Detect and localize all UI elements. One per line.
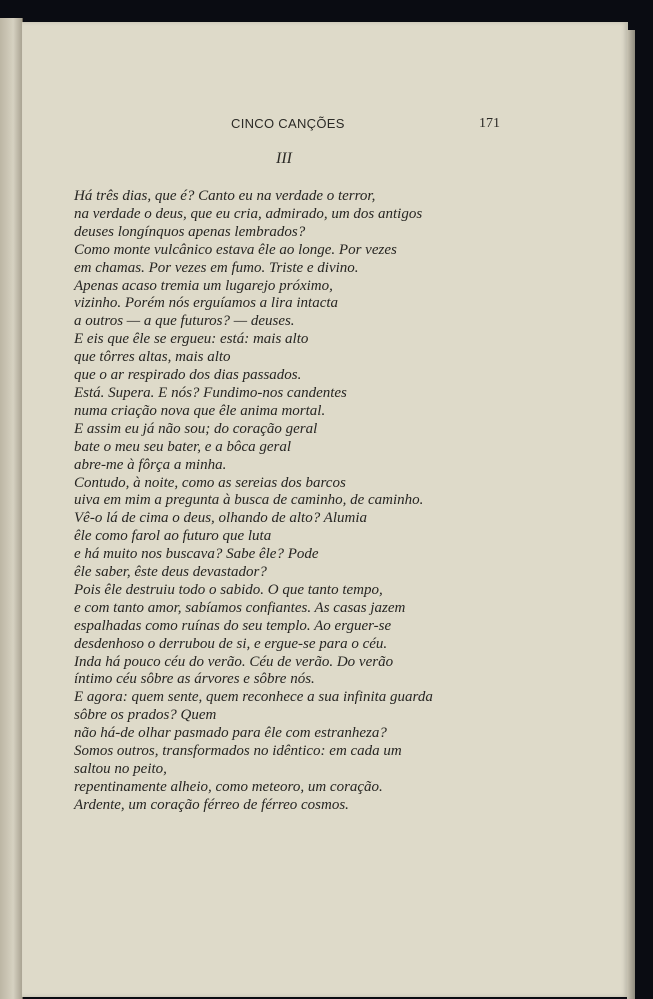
poem-line: Apenas acaso tremia um lugarejo próximo, (74, 277, 333, 294)
poem-line: que tôrres altas, mais alto (74, 349, 231, 366)
poem-line: repentinamente alheio, como meteoro, um coração. (74, 778, 383, 795)
poem-line: Contudo, à noite, como as sereias dos barcos (74, 474, 346, 491)
poem-line: Como monte vulcânico estava êle ao longe. Por vezes (74, 241, 397, 258)
poem-line: E assim eu já não sou; do coração geral (74, 420, 318, 437)
poem-line: que o ar respirado dos dias passados. (74, 367, 302, 384)
poem-line: bate o meu seu bater, e a bôca geral (74, 438, 292, 455)
poem-line: uiva em mim a pregunta à busca de caminho, de caminho. (74, 492, 424, 509)
poem-line: Está. Supera. E nós? Fundimo-nos candentes (74, 384, 347, 401)
poem-line: deuses longínquos apenas lembrados? (74, 223, 306, 240)
running-title: CINCO CANÇÕES (231, 116, 345, 131)
poem-text (74, 188, 514, 815)
book-binding (0, 18, 23, 999)
poem-line: E eis que êle se ergueu: está: mais alto (74, 331, 309, 348)
poem-line: Vê-o lá de cima o deus, olhando de alto? Alumia (74, 510, 368, 527)
poem-line: espalhadas como ruínas do seu templo. Ao erguer-se (74, 617, 392, 634)
poem-line: íntimo céu sôbre as árvores e sôbre nós. (74, 671, 315, 688)
poem-line: êle saber, êste deus devastador? (74, 564, 267, 581)
poem-line: não há-de olhar pasmado para êle com estranheza? (74, 725, 387, 742)
poem-line: Inda há pouco céu do verão. Céu de verão. Do verão (74, 653, 394, 670)
poem-line: numa criação nova que êle anima mortal. (74, 402, 326, 419)
page-edge (627, 30, 635, 999)
poem-line: Há três dias, que é? Canto eu na verdade o terror, (74, 188, 376, 204)
poem-line: êle como farol ao futuro que luta (74, 528, 272, 545)
section-number: III (276, 150, 292, 167)
poem-line: desdenhoso o derrubou de si, e ergue-se para o céu. (74, 635, 388, 652)
poem-line: e com tanto amor, sabíamos confiantes. As casas jazem (74, 599, 406, 616)
poem-line: vizinho. Porém nós erguíamos a lira intacta (74, 295, 339, 312)
poem-line: e há muito nos buscava? Sabe êle? Pode (74, 546, 319, 563)
poem-line: Ardente, um coração férreo de férreo cosmos. (74, 796, 349, 813)
page-number: 171 (479, 116, 500, 131)
poem-line: Pois êle destruiu todo o sabido. O que tanto tempo, (74, 581, 383, 598)
poem-line: abre-me à fôrça a minha. (74, 456, 227, 473)
poem-line: Somos outros, transformados no idêntico: em cada um (74, 743, 402, 760)
poem-line: em chamas. Por vezes em fumo. Triste e divino. (74, 259, 359, 276)
poem-line: sôbre os prados? Quem (74, 707, 217, 724)
poem-line: a outros — a que futuros? — deuses. (74, 313, 295, 330)
poem-line: na verdade o deus, que eu cria, admirado, um dos antigos (74, 205, 423, 222)
poem-line: E agora: quem sente, quem reconhece a sua infinita guarda (74, 689, 433, 706)
poem-line: saltou no peito, (74, 761, 167, 777)
